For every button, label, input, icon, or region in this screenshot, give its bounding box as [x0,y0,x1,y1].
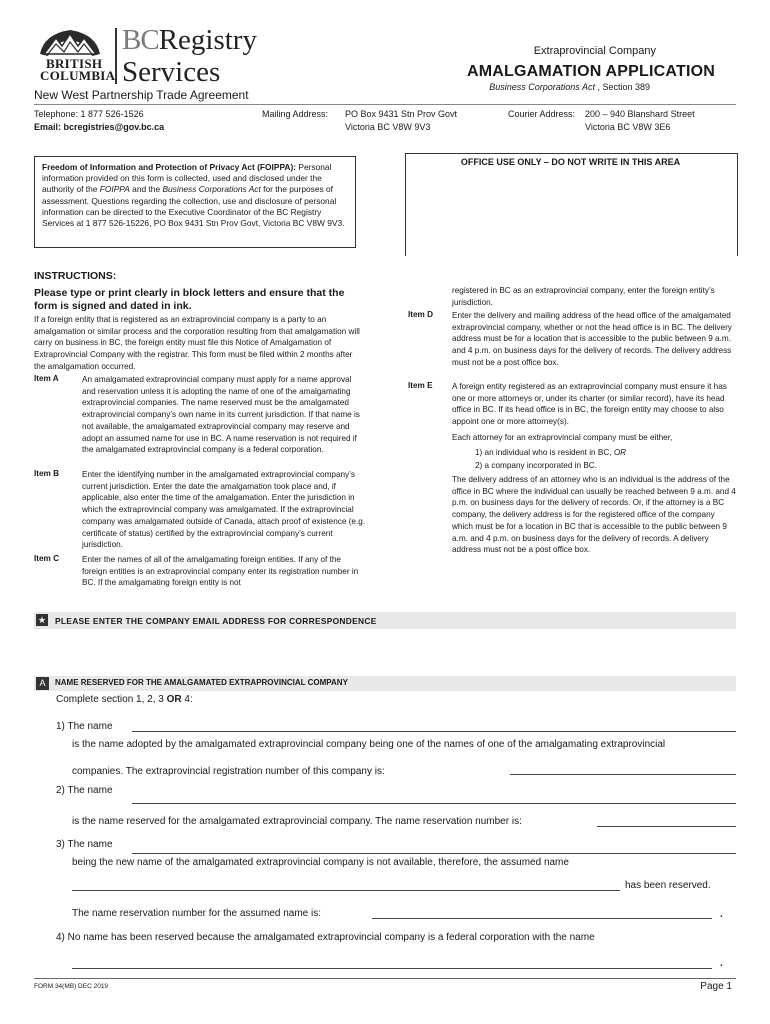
q3-assumed-name-field[interactable] [72,890,620,891]
section-a-label: NAME RESERVED FOR THE AMALGAMATED EXTRAPROVINCIAL COMPANY [55,678,348,687]
q1-registration-number-field[interactable] [510,774,736,775]
office-use-label: OFFICE USE ONLY – DO NOT WRITE IN THIS AREA [460,157,681,167]
registry-subtitle: Services [122,56,221,88]
email-input-area[interactable] [34,630,736,674]
q3-reserved-text: has been reserved. [625,880,711,891]
q1-name-field[interactable] [132,731,736,732]
foippa-notice: Freedom of Information and Protection of Privacy Act (FOIPPA): Personal information provided on this form is collected, used and disclosed under the authority of the FOIPPA and the Business Corporations Act for the purposes of assessment. Questions regarding the collection, use and disclosure of personal information can be directed to the Executive Coordinator of the BC Registry Services at 1 877 526-15226, PO Box 9431 Stn Prov Govt, Victoria BC V8W 9V3. [42,162,345,229]
item-a-text: An amalgamated extraprovincial company must apply for a name approval and reservation unless it is adopting the name of one of the amalgamating extraprovincial companies. The name reserved must be the amalgamated extraprovincial company’s own name in its current jurisdiction. If that name is not available, the amalgamated extraprovincial company may reserve and adopt an assumed name for use in BC. A name reservation is not required if the amalgamated extraprovincial company is a federal corporation. [82,375,360,455]
q3-text: being the new name of the amalgamated extraprovincial company is not available, therefore, the assumed name [72,857,569,868]
attorney-intro: Each attorney for an extraprovincial company must be either, [452,433,673,442]
q3-number-text: The name reservation number for the assumed name is: [72,908,322,919]
instructions-lead: Please type or print clearly in block letters and ensure that the form is signed and dated in ink. [34,287,345,312]
header-divider [34,104,736,105]
q1-label: 1) The name [56,721,113,732]
logo-wordmark: BRITISH COLUMBIA [40,56,116,83]
email-section-label: PLEASE ENTER THE COMPANY EMAIL ADDRESS FOR CORRESPONDENCE [55,616,377,626]
courier-label: Courier Address: [508,109,576,119]
q3-label: 3) The name [56,839,113,850]
section-a-instruction: Complete section 1, 2, 3 OR 4: [56,694,193,705]
attorney-option-1: 1) an individual who is resident in BC, OR [475,448,627,457]
form-title: AMALGAMATION APPLICATION [466,63,715,80]
item-c-text: Enter the names of all of the amalgamating foreign entities. If any of the foreign entities is an extraprovincial company enter its registration number in BC. If the amalgamating foreign entity is not [82,555,359,588]
q3-name-field[interactable] [132,853,736,854]
item-a-label: Item A [34,374,59,383]
section-a-marker: A [36,677,49,690]
q4-period: . [720,958,723,969]
q2-label: 2) The name [56,785,113,796]
footer-divider [34,978,736,979]
item-c-continued: registered in BC as an extraprovincial company, enter the foreign entity’s jurisdiction. [452,286,715,307]
q4-name-field[interactable] [72,968,712,969]
attorney-option-2: 2) a company incorporated in BC. [475,461,597,470]
instructions-heading: INSTRUCTIONS: [34,270,117,282]
q4-text: 4) No name has been reserved because the amalgamated extraprovincial company is a federal corporation with the name [56,932,595,943]
star-icon: ★ [37,615,47,625]
logo-divider [115,28,117,84]
item-c-label: Item C [34,554,60,563]
mailing-label: Mailing Address: [262,109,329,119]
item-d-text: Enter the delivery and mailing address of the head office of the amalgamated extraprovincial company, whether or not the head office is in BC. The delivery address must be for a location that is accessible to the public between 9 a.m. and 4 p.m. on business days for the delivery of records. The delivery address must not be a post office box. [452,311,732,367]
courier-address: 200 – 940 Blanshard Street Victoria BC V8W 3E6 [585,109,695,132]
q3-period: . [720,909,723,920]
office-use-box [405,153,738,256]
q2-name-field[interactable] [132,803,736,804]
item-d-label: Item D [408,310,434,319]
q2-text: is the name reserved for the amalgamated extraprovincial company. The name reservation number is: [72,816,522,827]
item-b-label: Item B [34,469,60,478]
contact-phone-email: Telephone: 1 877 526-1526 Email: bcregistries@gov.bc.ca [34,109,165,132]
q3-reservation-number-field[interactable] [372,918,712,919]
q2-reservation-number-field[interactable] [597,826,736,827]
q1-text: is the name adopted by the amalgamated extraprovincial company being one of the names of one of the amalgamating extraprovincial [72,739,666,750]
item-b-text: Enter the identifying number in the amalgamated extraprovincial company’s current jurisdiction. Enter the date the amalgamation took place and, if applicable, also enter the time of the amalgamation. Enter the jurisdiction in which the extraprovincial company was amalgamated. If the extraprovincial company was amalgamated outside of Canada, attach proof of existence (e.g. certificate of status) certified by the extraprovincial company’s current jurisdiction. [82,470,366,550]
registry-title: BCRegistry [122,24,257,56]
page-number: Page 1 [700,981,732,992]
form-act: Business Corporations Act , Section 389 [489,82,650,92]
q1-text-2: companies. The extraprovincial registration number of this company is: [72,766,385,777]
mailing-address: PO Box 9431 Stn Prov Govt Victoria BC V8W 9V3 [345,109,458,132]
item-e-label: Item E [408,381,433,390]
agreement-label: New West Partnership Trade Agreement [34,88,249,102]
attorney-delivery: The delivery address of an attorney who is an individual is the address of the office in BC where the individual can usually be reached between 9 a.m. and 4 p.m. on business days for the delivery of records. Or, if the attorney is a BC company, the delivery address is for the registered office of the company which must be for a location in BC that is accessible to the public between 9 a.m. and 4 p.m. on business days for the delivery of records. A delivery address must not be a post office box. [452,475,736,555]
instructions-intro: If a foreign entity that is registered as an extraprovincial company is a party to an amalgamation or similar process and the corporation resulting from that amalgamation will carry on business in BC, the foreign entity must file this Notice of Amalgamation of Extraprovincial Company with the registrar. This form must be filed within 2 months after the amalgamation occurred. [34,315,360,371]
item-e-text: A foreign entity registered as an extraprovincial company must ensure it has one or more attorneys or, under its charter (or similar record), have its head office in BC. If its head office is in BC, the foreign entity may choose to also appoint one or more attorney(s). [452,382,727,427]
form-category: Extraprovincial Company [533,45,656,57]
form-id: FORM 34(MB) DEC 2019 [34,983,109,990]
